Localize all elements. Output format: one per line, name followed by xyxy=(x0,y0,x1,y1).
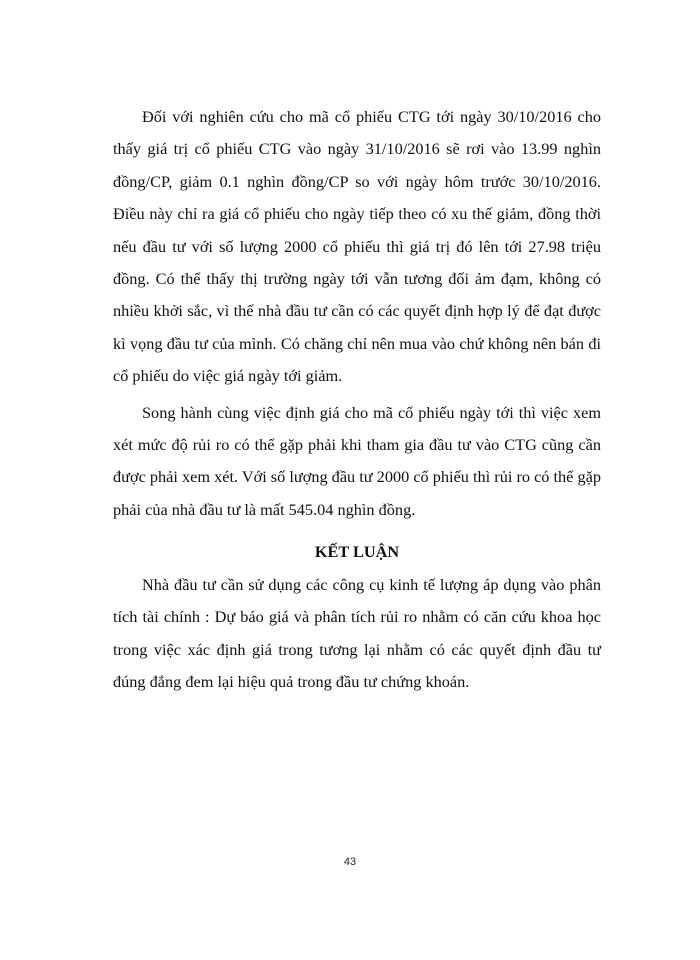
page-number: 43 xyxy=(343,856,357,868)
page-content xyxy=(113,101,601,702)
paragraph-conclusion: Nhà đầu tư cần sử dụng các công cụ kinh tế lượng áp dụng vào phân tích tài chính : Dự báo giá và phân tích rủi ro nhằm có căn cứu khoa học trong việc xác định giá trong tương lại nhằm có các quyết định đầu tư đúng đắng đem lại hiệu quả trong đầu tư chứng khoán. xyxy=(113,574,601,691)
conclusion-heading: KẾT LUẬN xyxy=(314,542,400,562)
paragraph-risk-assessment: Song hành cùng việc định giá cho mã cổ phiếu ngày tới thì việc xem xét mức độ rủi ro có thể gặp phải khi tham gia đầu tư vào CTG cũng cần được phải xem xét. Với số lượng đầu tư 2000 cổ phiếu thì rủi ro có thể gặp phải của nhà đầu tư là mất 545.04 nghìn đồng. xyxy=(113,402,601,519)
paragraph-ctg-forecast: Đối với nghiên cứu cho mã cổ phiếu CTG tới ngày 30/10/2016 cho thấy giá trị cổ phiếu CTG vào ngày 31/10/2016 sẽ rơi vào 13.99 nghìn đồng/CP, giảm 0.1 nghìn đồng/CP so với ngày hôm trước 30/10/2016. Điều này chỉ ra giá cổ phiếu cho ngày tiếp theo có xu thế giảm, đồng thời nếu đầu tư với số lượng 2000 cổ phiếu thì giá trị đó lên tới 27.98 triệu đồng. Có thể thấy thị trường ngày tới vẫn tương đối ảm đạm, không có nhiều khởi sắc, vì thế nhà đầu tư cần có các quyết định hợp lý để đạt được kì vọng đầu tư của mình. Có chăng chỉ nên mua vào chứ không nên bán đi cổ phiếu do việc giá ngày tới giảm. xyxy=(113,107,601,386)
